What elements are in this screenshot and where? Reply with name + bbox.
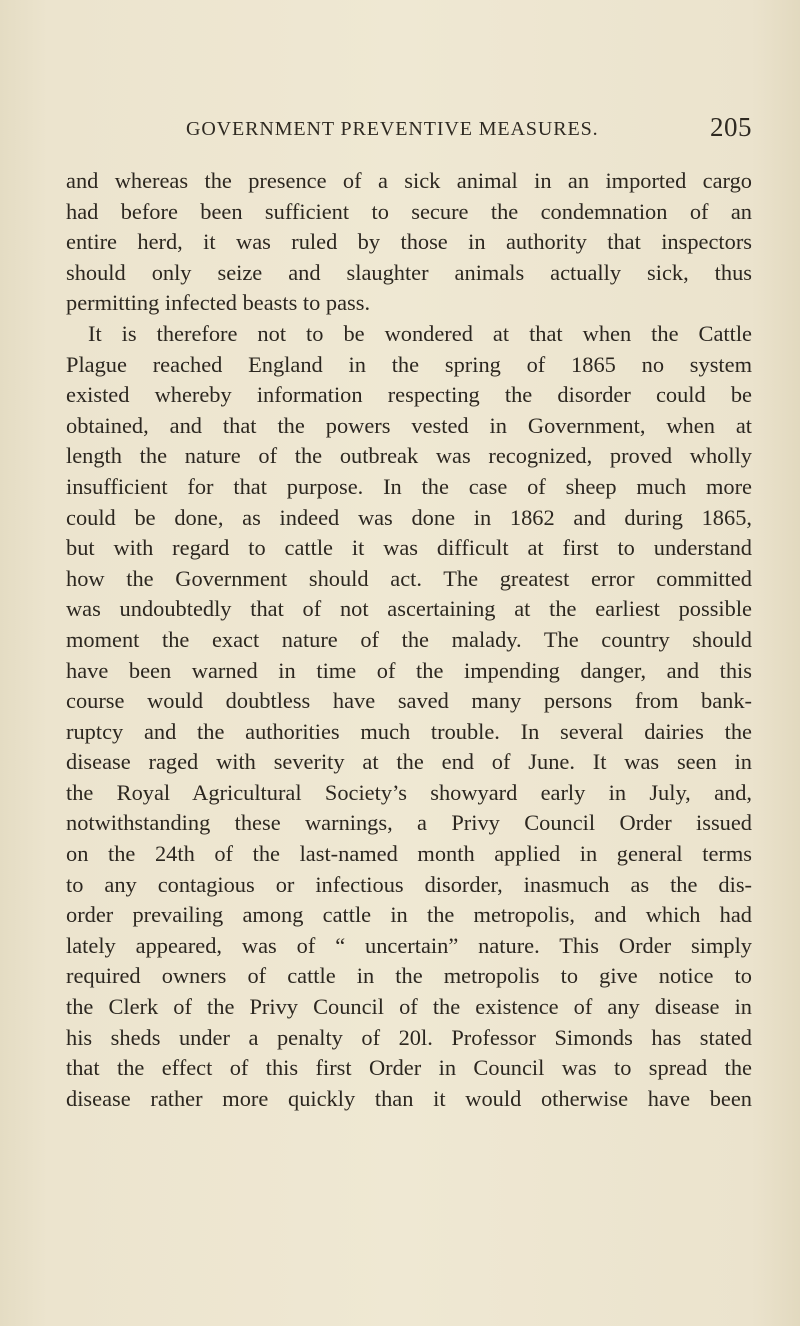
running-head bbox=[66, 112, 752, 146]
text-line: to any contagious or infectious disorder, inasmuch as the dis- bbox=[66, 871, 752, 897]
text-line: insufficient for that purpose. In the case of sheep much more bbox=[66, 473, 752, 499]
text-line: obtained, and that the powers vested in Government, when at bbox=[66, 412, 752, 438]
text-line: how the Government should act. The greatest error committed bbox=[66, 565, 752, 591]
text-line: that the effect of this first Order in Council was to spread the bbox=[66, 1055, 752, 1081]
text-line: lately appeared, was of “ uncertain” nature. This Order simply bbox=[66, 932, 752, 958]
text-line: was undoubtedly that of not ascertaining at the earliest possible bbox=[66, 596, 752, 622]
text-line: his sheds under a penalty of 20l. Professor Simonds has stated bbox=[66, 1024, 752, 1050]
text-line: should only seize and slaughter animals actually sick, thus bbox=[66, 259, 752, 285]
text-line: ruptcy and the authorities much trouble. In several dairies the bbox=[66, 718, 752, 744]
text-line: entire herd, it was ruled by those in authority that inspectors bbox=[66, 229, 752, 255]
text-line: It is therefore not to be wondered at that when the Cattle bbox=[88, 320, 752, 346]
text-line: Plague reached England in the spring of 1865 no system bbox=[66, 351, 752, 377]
text-line: notwithstanding these warnings, a Privy Council Order issued bbox=[66, 810, 752, 836]
text-line: order prevailing among cattle in the metropolis, and which had bbox=[66, 902, 752, 928]
text-line: the Clerk of the Privy Council of the existence of any disease in bbox=[66, 994, 752, 1020]
text-line: disease rather more quickly than it would otherwise have been bbox=[66, 1085, 752, 1111]
body-text bbox=[66, 166, 752, 1114]
page-number: 205 bbox=[710, 112, 752, 142]
text-line: have been warned in time of the impending danger, and this bbox=[66, 657, 752, 683]
text-line: disease raged with severity at the end of June. It was seen in bbox=[66, 749, 752, 775]
text-line: length the nature of the outbreak was recognized, proved wholly bbox=[66, 443, 752, 469]
text-line: and whereas the presence of a sick animal in an imported cargo bbox=[66, 168, 752, 193]
text-line: course would doubtless have saved many persons from bank- bbox=[66, 688, 752, 714]
text-line: required owners of cattle in the metropolis to give notice to bbox=[66, 963, 752, 989]
text-line: could be done, as indeed was done in 1862 and during 1865, bbox=[66, 504, 752, 530]
text-line: existed whereby information respecting the disorder could be bbox=[66, 382, 752, 408]
text-line: the Royal Agricultural Society’s showyard early in July, and, bbox=[66, 779, 752, 805]
text-line: but with regard to cattle it was difficult at first to understand bbox=[66, 535, 752, 561]
text-line: had before been sufficient to secure the condemnation of an bbox=[66, 198, 752, 224]
text-line: on the 24th of the last-named month applied in general terms bbox=[66, 841, 752, 867]
running-title: GOVERNMENT PREVENTIVE MEASURES. bbox=[186, 118, 599, 140]
text-line: permitting infected beasts to pass. bbox=[66, 290, 371, 316]
text-line: moment the exact nature of the malady. The country should bbox=[66, 626, 752, 652]
